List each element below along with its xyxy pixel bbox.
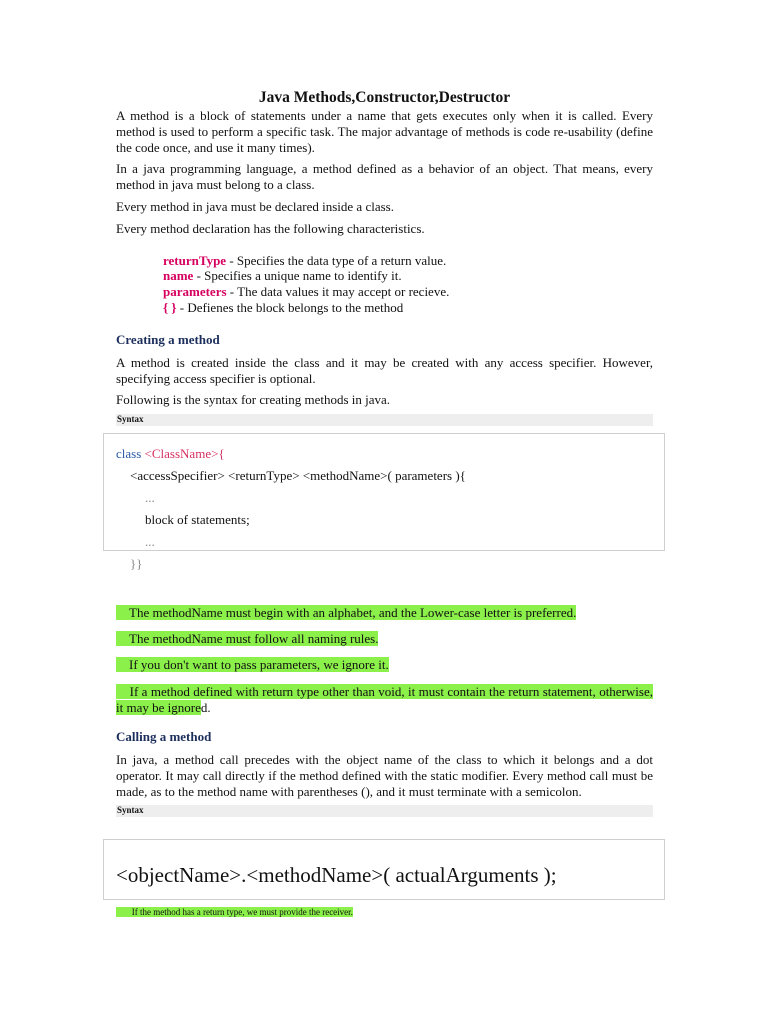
note-1 (116, 605, 661, 621)
intro-paragraph-1: A method is a block of statements under a name that gets executes only when it is called. Every method is used to perform a specific task. The major advantage of methods is code re-usability (define the code once, and use it many times). (116, 108, 653, 155)
note-text-tail: d. (200, 700, 211, 715)
note-text: If the method has a return type, we must provide the receiver. (131, 907, 353, 917)
syntax-label: Syntax (116, 805, 653, 817)
term-description: - Specifies the data type of a return value. (226, 252, 447, 268)
term-description: - Specifies a unique name to identify it. (193, 268, 402, 284)
highlighted-note (116, 907, 353, 917)
term-braces: { } (163, 299, 177, 315)
calling-section (116, 729, 653, 817)
highlighted-note (116, 605, 576, 620)
code-line-signature: <accessSpecifier> <returnType> <methodName>( parameters ){ (130, 468, 466, 483)
list-item (163, 284, 653, 300)
section-heading-calling: Calling a method (116, 729, 212, 744)
note-text: If you don't want to pass parameters, we ignore it. (129, 657, 389, 672)
highlighted-note (116, 657, 389, 672)
code-bracket: >{ (211, 446, 225, 461)
note-text: The methodName must begin with an alphabet, and the Lower-case letter is preferred. (129, 605, 577, 620)
code-class-name: ClassName (151, 446, 212, 461)
code-line-class (116, 446, 225, 462)
note-text: If a method defined with return type other than void, it must contain the return statement, otherwise, it may be ignore (116, 684, 653, 715)
list-item (163, 268, 653, 284)
term-description: - Defienes the block belongs to the method (176, 299, 404, 315)
page-title: Java Methods,Constructor,Destructor (258, 89, 511, 106)
code-line-ellipsis: ... (145, 490, 155, 505)
note-3 (116, 657, 661, 673)
code-line-block: block of statements; (145, 512, 250, 527)
note-2 (116, 631, 661, 647)
creating-paragraph-2: Following is the syntax for creating methods in java. (116, 392, 391, 408)
term-description: - The data values it may accept or recieve. (226, 284, 450, 300)
code-line-ellipsis: ... (145, 534, 155, 549)
list-item (163, 300, 653, 316)
calling-paragraph: In java, a method call precedes with the object name of the class to which it belongs and a dot operator. It may call directly if the method defined with the static modifier. Every method call must be made, as to the method name with parentheses (), and it must terminate with a semicolon. (116, 752, 653, 799)
list-item (163, 253, 653, 269)
section-heading-creating: Creating a method (116, 331, 220, 347)
syntax-label: Syntax (116, 414, 653, 426)
code-bracket: < (141, 446, 152, 461)
term-name: name (163, 268, 194, 284)
code-line-close: }} (130, 556, 143, 571)
characteristics-list (163, 253, 653, 316)
creating-paragraph-1: A method is created inside the class and it may be created with any access specifier. However, specifying access specifier is optional. (116, 354, 653, 386)
term-returntype: returnType (163, 252, 227, 268)
note-text: The methodName must follow all naming rules. (129, 631, 379, 646)
intro-paragraph-4: Every method declaration has the following characteristics. (116, 220, 425, 236)
call-note (116, 907, 353, 918)
document-body (116, 88, 653, 426)
code-line-call: <objectName>.<methodName>( actualArguments ); (116, 863, 557, 887)
highlighted-note (116, 631, 378, 646)
code-keyword: class (116, 446, 142, 461)
term-parameters: parameters (163, 284, 227, 300)
intro-paragraph-2: In a java programming language, a method defined as a behavior of an object. That means, every method in java must belong to a class. (116, 161, 653, 193)
note-4 (116, 684, 653, 716)
highlighted-note (116, 684, 653, 715)
intro-paragraph-3: Every method in java must be declared inside a class. (116, 198, 394, 214)
